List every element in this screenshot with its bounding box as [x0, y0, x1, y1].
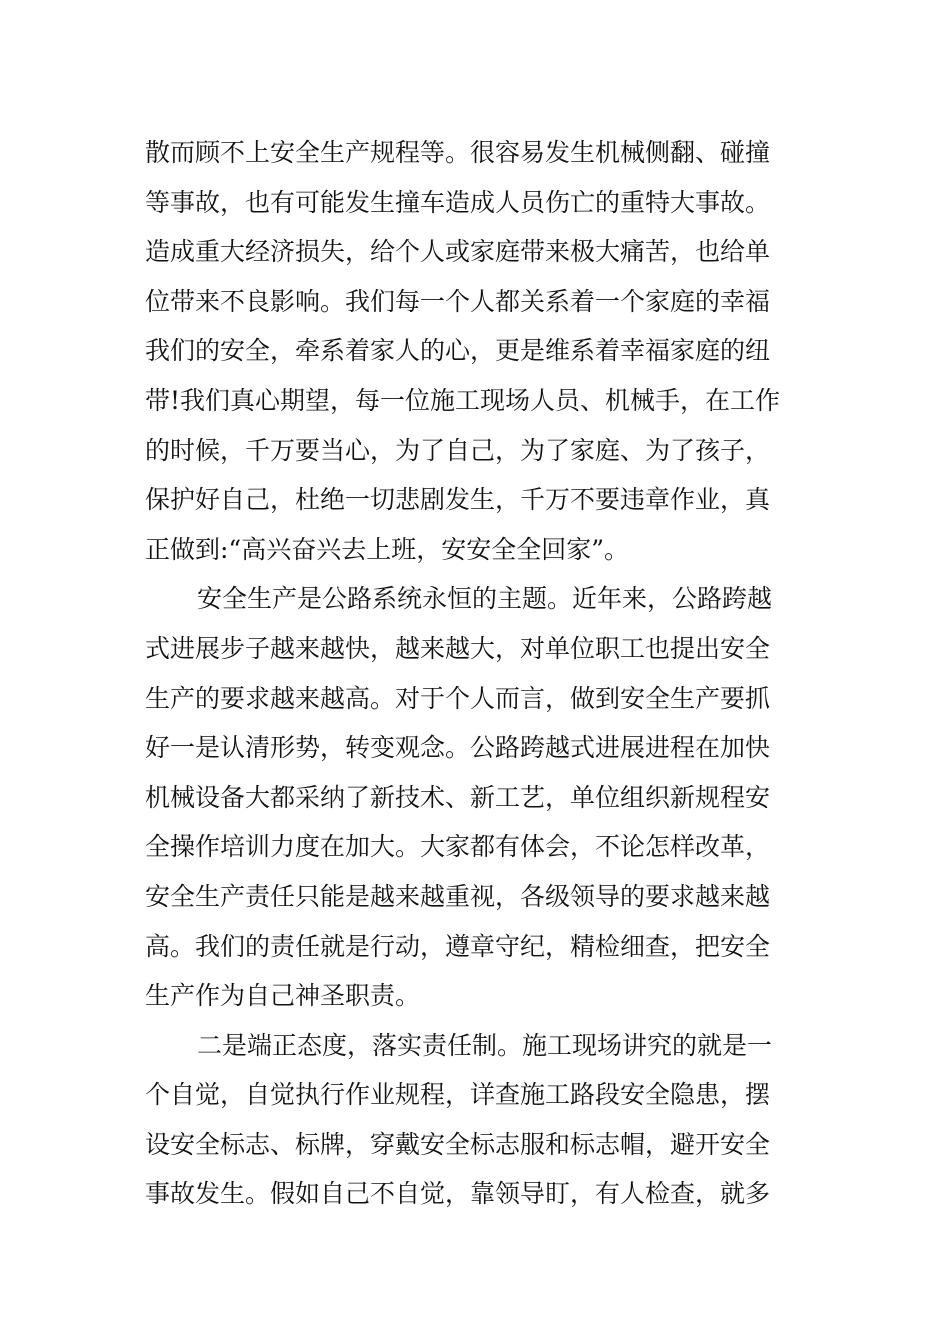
- text-line: 带!我们真心期望，每一位施工现场人员、机械手，在工作: [145, 385, 781, 415]
- text-line: 我们的安全，牵系着家人的心，更是维系着幸福家庭的纽: [145, 336, 771, 366]
- text-line: 式进展步子越来越快，越来越大，对单位职工也提出安全: [145, 633, 771, 663]
- text-line: 安全生产责任只能是越来越重视，各级领导的要求越来越: [145, 881, 771, 911]
- paragraph-1: [145, 128, 810, 574]
- text-line: 等事故，也有可能发生撞车造成人员伤亡的重特大事故。: [145, 187, 771, 217]
- text-line-indented: 安全生产是公路系统永恒的主题。近年来，公路跨越: [197, 584, 773, 614]
- text-line: 位带来不良影响。我们每一个人都关系着一个家庭的幸福: [145, 286, 771, 316]
- text-line: 高。我们的责任就是行动，遵章守纪，精检细查，把安全: [145, 931, 771, 961]
- text-line: 保护好自己，杜绝一切悲剧发生，千万不要违章作业，真: [145, 485, 771, 515]
- paragraph-2: [145, 574, 810, 1020]
- text-line: 生产作为自己神圣职责。: [145, 981, 421, 1011]
- text-line: 生产的要求越来越高。对于个人而言，做到安全生产要抓: [145, 683, 771, 713]
- text-line-indented: 二是端正态度，落实责任制。施工现场讲究的就是一: [197, 1030, 773, 1060]
- text-line: 个自觉，自觉执行作业规程，详查施工路段安全隐患，摆: [145, 1080, 771, 1110]
- text-line: 散而顾不上安全生产规程等。很容易发生机械侧翻、碰撞: [145, 138, 771, 167]
- text-line: 造成重大经济损失，给个人或家庭带来极大痛苦，也给单: [145, 237, 771, 267]
- text-line: 好一是认清形势，转变观念。公路跨越式进展进程在加快: [145, 733, 771, 763]
- text-line: 机械设备大都采纳了新技术、新工艺，单位组织新规程安: [145, 782, 771, 812]
- document-page: [145, 128, 810, 1219]
- text-line: 全操作培训力度在加大。大家都有体会，不论怎样改革，: [145, 832, 771, 862]
- text-line: 的时候，千万要当心，为了自己，为了家庭、为了孩子，: [145, 435, 771, 465]
- text-line: 事故发生。假如自己不自觉，靠领导盯，有人检查，就多: [145, 1179, 771, 1209]
- paragraph-3: [145, 1021, 810, 1219]
- text-line: 正做到:“高兴奋兴去上班，安安全全回家”。: [145, 534, 629, 564]
- text-line: 设安全标志、标牌，穿戴安全标志服和标志帽，避开安全: [145, 1129, 771, 1159]
